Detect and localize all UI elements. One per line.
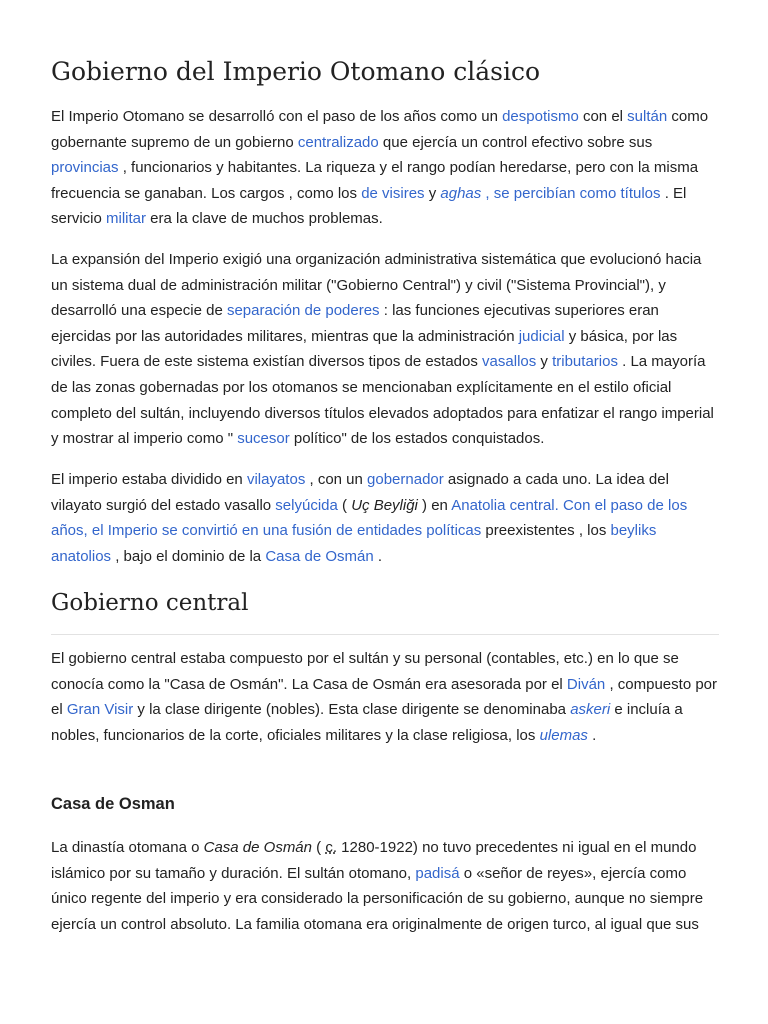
link-titulos[interactable]: , se percibían como títulos	[481, 184, 661, 202]
paragraph-vilayatos: El imperio estaba dividido en vilayatos , con un gobernador asignado a cada uno. La idea del vilayato surgió del estado vasallo selyúcida ( Uç Beyliği ) en Anatolia central. Con el paso de los años, el Imperio se convirtió en una fusión de entidades políticas preexistentes , los beyliks anatolios , bajo el dominio de la Casa de Osmán .	[51, 471, 688, 565]
link-judicial[interactable]: judicial	[518, 327, 565, 345]
link-divan[interactable]: Diván	[566, 675, 606, 693]
link-sucesor[interactable]: sucesor	[237, 430, 290, 448]
link-centralizado[interactable]: centralizado	[297, 133, 379, 151]
link-beyliks-anatolios[interactable]: beyliks anatolios	[51, 522, 657, 565]
link-separacion-de-poderes[interactable]: separación de poderes	[226, 302, 380, 320]
term-casa-de-osman: Casa de Osmán	[203, 839, 312, 856]
link-gran-visir[interactable]: Gran Visir	[66, 701, 134, 719]
link-anatolia-central[interactable]: Anatolia central. Con el paso de los años, el Imperio se convirtió en una fusión de entidades políticas	[51, 496, 688, 540]
link-militar[interactable]: militar	[106, 210, 147, 228]
page-title: Gobierno del Imperio Otomano clásico	[51, 57, 541, 86]
link-aghas[interactable]: aghas	[440, 184, 482, 202]
link-askeri[interactable]: askeri	[570, 701, 611, 719]
link-padisa[interactable]: padisá	[415, 864, 460, 882]
link-vasallos[interactable]: vasallos	[482, 353, 537, 371]
link-tributarios[interactable]: tributarios	[552, 353, 618, 371]
subsection-heading-casa-de-osman: Casa de Osman	[51, 795, 175, 813]
link-vilayatos[interactable]: vilayatos	[246, 471, 306, 488]
paragraph-expansion: La expansión del Imperio exigió una organización administrativa sistemática que evolucionó hacia un sistema dual de administración militar ("Gobierno Central") y civil ("Sistema Provincial"), y desarrolló una especie de separación de poderes : las funciones ejecutivas superiores eran ejercidas por las autoridades militares, mientras que la administración judicial y básica, por las civiles. Fuera de este sistema existían diversos tipos de estados vasallos y tributarios . La mayoría de las zonas gobernadas por los otomanos se mencionaban explícitamente en el estilo oficial completo del sultán, incluyendo diversos títulos elevados adoptados para enfatizar el rango imperial y mostrar al imperio como " sucesor político" de los estados conquistados.	[51, 251, 714, 448]
link-despotismo[interactable]: despotismo	[502, 108, 579, 125]
term-uc-beyligi: Uç Beyliği	[351, 496, 418, 514]
link-de-visires[interactable]: de visires	[361, 184, 425, 202]
paragraph-gobierno-central: El gobierno central estaba compuesto por el sultán y su personal (contables, etc.) en lo que se conocía como la "Casa de Osmán". La Casa de Osmán era asesorada por el Diván , compuesto por el Gran Visir y la clase dirigente (nobles). Esta clase dirigente se denominaba askeri e incluía a nobles, funcionarios de la corte, oficiales militares y la clase religiosa, los ulemas .	[51, 650, 718, 744]
link-ulemas[interactable]: ulemas	[539, 726, 588, 744]
link-gobernador[interactable]: gobernador	[367, 471, 444, 488]
link-casa-de-osman[interactable]: Casa de Osmán	[265, 547, 374, 565]
section-heading-gobierno-central: Gobierno central	[51, 590, 249, 616]
section-divider	[51, 634, 719, 635]
paragraph-intro: El Imperio Otomano se desarrolló con el paso de los años como un despotismo con el sultán como gobernante supremo de un gobierno centralizado que ejercía un control efectivo sobre sus provincias , funcionarios y habitantes. La riqueza y el rango podían heredarse, pero con la misma frecuencia se ganaban. Los cargos , como los de visires y aghas , se percibían como títulos . El servicio militar era la clave de muchos problemas.	[51, 108, 709, 228]
link-provincias[interactable]: provincias	[51, 159, 119, 177]
link-sultan[interactable]: sultán	[627, 108, 668, 125]
abbr-circa: c.	[325, 839, 338, 856]
paragraph-casa-de-osman: La dinastía otomana o Casa de Osmán ( c. 1280-1922) no tuvo precedentes ni igual en el mundo islámico por su tamaño y duración. El sultán otomano, padisá o «señor de reyes», ejercía como único regente del imperio y era considerado la personificación de su gobierno, aunque no siempre ejercía un control absoluto. La familia otomana era originalmente de origen turco, al igual que sus	[51, 839, 704, 933]
link-selyucida[interactable]: selyúcida	[275, 496, 338, 514]
